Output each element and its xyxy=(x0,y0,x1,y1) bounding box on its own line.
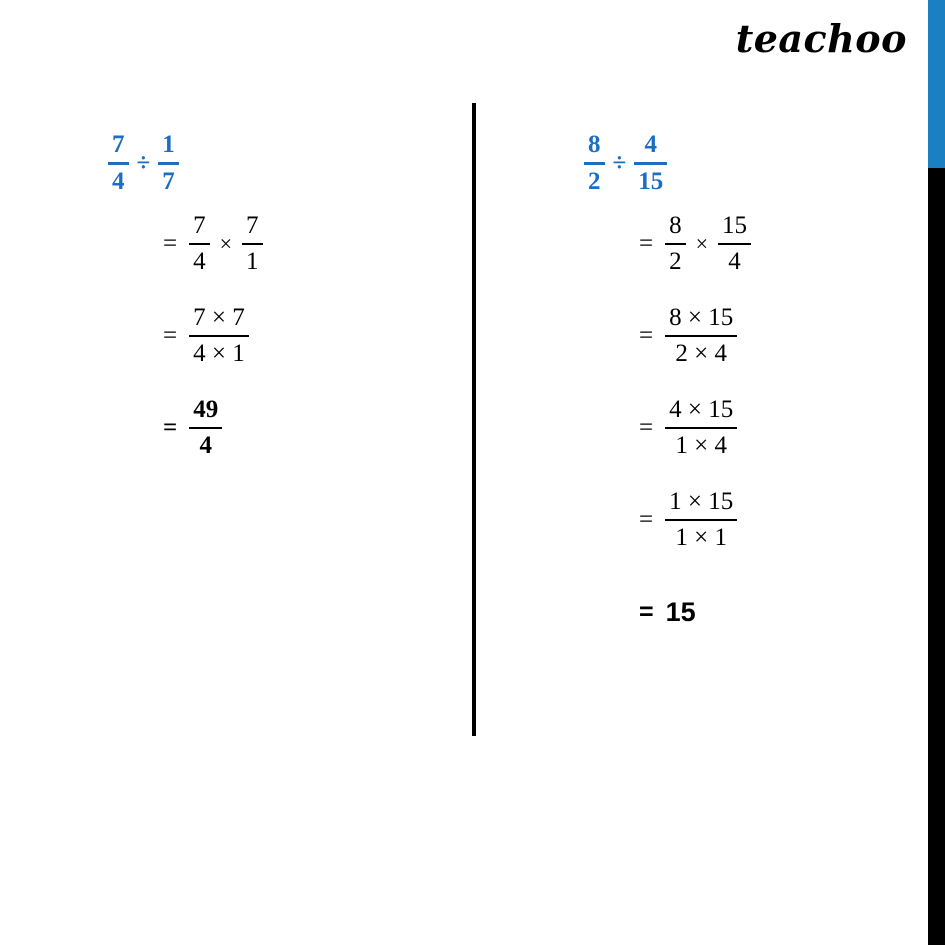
equals-sign: = xyxy=(639,506,654,533)
fraction-denominator: 2 xyxy=(588,167,601,195)
problem-right-step-1 xyxy=(584,198,934,290)
fraction-denominator: 4 xyxy=(728,248,741,275)
vertical-divider xyxy=(472,103,476,736)
divide-icon: ÷ xyxy=(136,149,151,177)
fraction-numerator: 7 xyxy=(246,212,259,239)
fraction-bar xyxy=(158,162,179,165)
fraction-numerator: 49 xyxy=(193,396,219,423)
problem-right-answer xyxy=(584,566,934,658)
fraction-denominator: 1 × 4 xyxy=(675,432,727,459)
fraction-denominator: 2 × 4 xyxy=(675,340,727,367)
fraction-numerator: 4 xyxy=(644,130,657,158)
fraction-denominator: 4 xyxy=(193,248,206,275)
problem-right-column xyxy=(584,128,934,658)
fraction-numerator: 4 × 15 xyxy=(669,396,734,423)
fraction-bar xyxy=(584,162,605,165)
problem-right-step-4 xyxy=(584,474,934,566)
problem-left-step-1 xyxy=(108,198,458,290)
teachoo-logo: teachoo xyxy=(735,16,907,61)
fraction-numerator: 7 xyxy=(193,212,206,239)
problem-left-step-2 xyxy=(108,290,458,382)
fraction-denominator: 15 xyxy=(638,167,664,195)
step-fraction xyxy=(189,304,249,368)
times-icon: × xyxy=(219,231,233,256)
fraction-denominator: 1 xyxy=(246,248,259,275)
fraction-denominator: 1 × 1 xyxy=(675,524,727,551)
equals-sign: = xyxy=(163,230,178,257)
step-first-fraction xyxy=(189,212,210,276)
fraction-numerator: 8 xyxy=(669,212,682,239)
fraction-numerator: 15 xyxy=(722,212,748,239)
fraction-bar xyxy=(189,335,249,337)
step-first-fraction xyxy=(665,212,686,276)
fraction-bar xyxy=(665,519,737,521)
equals-sign: = xyxy=(639,230,654,257)
times-icon: × xyxy=(695,231,709,256)
fraction-denominator: 4 × 1 xyxy=(193,340,245,367)
equals-sign: = xyxy=(163,322,178,349)
problem-left-answer xyxy=(108,382,458,474)
fraction-bar xyxy=(665,243,686,245)
problem-left-question xyxy=(108,128,458,198)
step-fraction xyxy=(665,396,737,460)
problem-right-step-3 xyxy=(584,382,934,474)
answer-value: 15 xyxy=(665,596,696,627)
fraction-numerator: 1 × 15 xyxy=(669,488,734,515)
fraction-bar xyxy=(189,243,210,245)
equals-sign: = xyxy=(639,414,654,441)
question-left-fraction xyxy=(584,131,605,196)
fraction-numerator: 1 xyxy=(162,130,175,158)
fraction-numerator: 8 xyxy=(588,130,601,158)
fraction-bar xyxy=(108,162,129,165)
problem-right-step-2 xyxy=(584,290,934,382)
question-right-fraction xyxy=(634,131,667,196)
fraction-numerator: 7 xyxy=(112,130,125,158)
fraction-denominator: 4 xyxy=(112,167,125,195)
equals-sign: = xyxy=(163,414,178,441)
problem-left-column xyxy=(108,128,458,474)
fraction-denominator: 7 xyxy=(162,167,175,195)
fraction-bar xyxy=(718,243,751,245)
problem-right-question xyxy=(584,128,934,198)
question-left-fraction xyxy=(108,131,129,196)
step-fraction xyxy=(665,304,737,368)
divide-icon: ÷ xyxy=(612,149,627,177)
step-fraction xyxy=(665,488,737,552)
step-second-fraction xyxy=(242,212,263,276)
fraction-bar xyxy=(634,162,667,165)
equals-sign: = xyxy=(639,322,654,349)
step-second-fraction xyxy=(718,212,751,276)
fraction-numerator: 7 × 7 xyxy=(193,304,245,331)
question-right-fraction xyxy=(158,131,179,196)
fraction-bar xyxy=(665,335,737,337)
fraction-bar xyxy=(665,427,737,429)
fraction-bar xyxy=(189,427,222,429)
fraction-denominator: 4 xyxy=(199,432,212,459)
equals-sign: = xyxy=(639,597,654,626)
fraction-numerator: 8 × 15 xyxy=(669,304,734,331)
fraction-bar xyxy=(242,243,263,245)
fraction-denominator: 2 xyxy=(669,248,682,275)
answer-fraction xyxy=(189,396,222,460)
